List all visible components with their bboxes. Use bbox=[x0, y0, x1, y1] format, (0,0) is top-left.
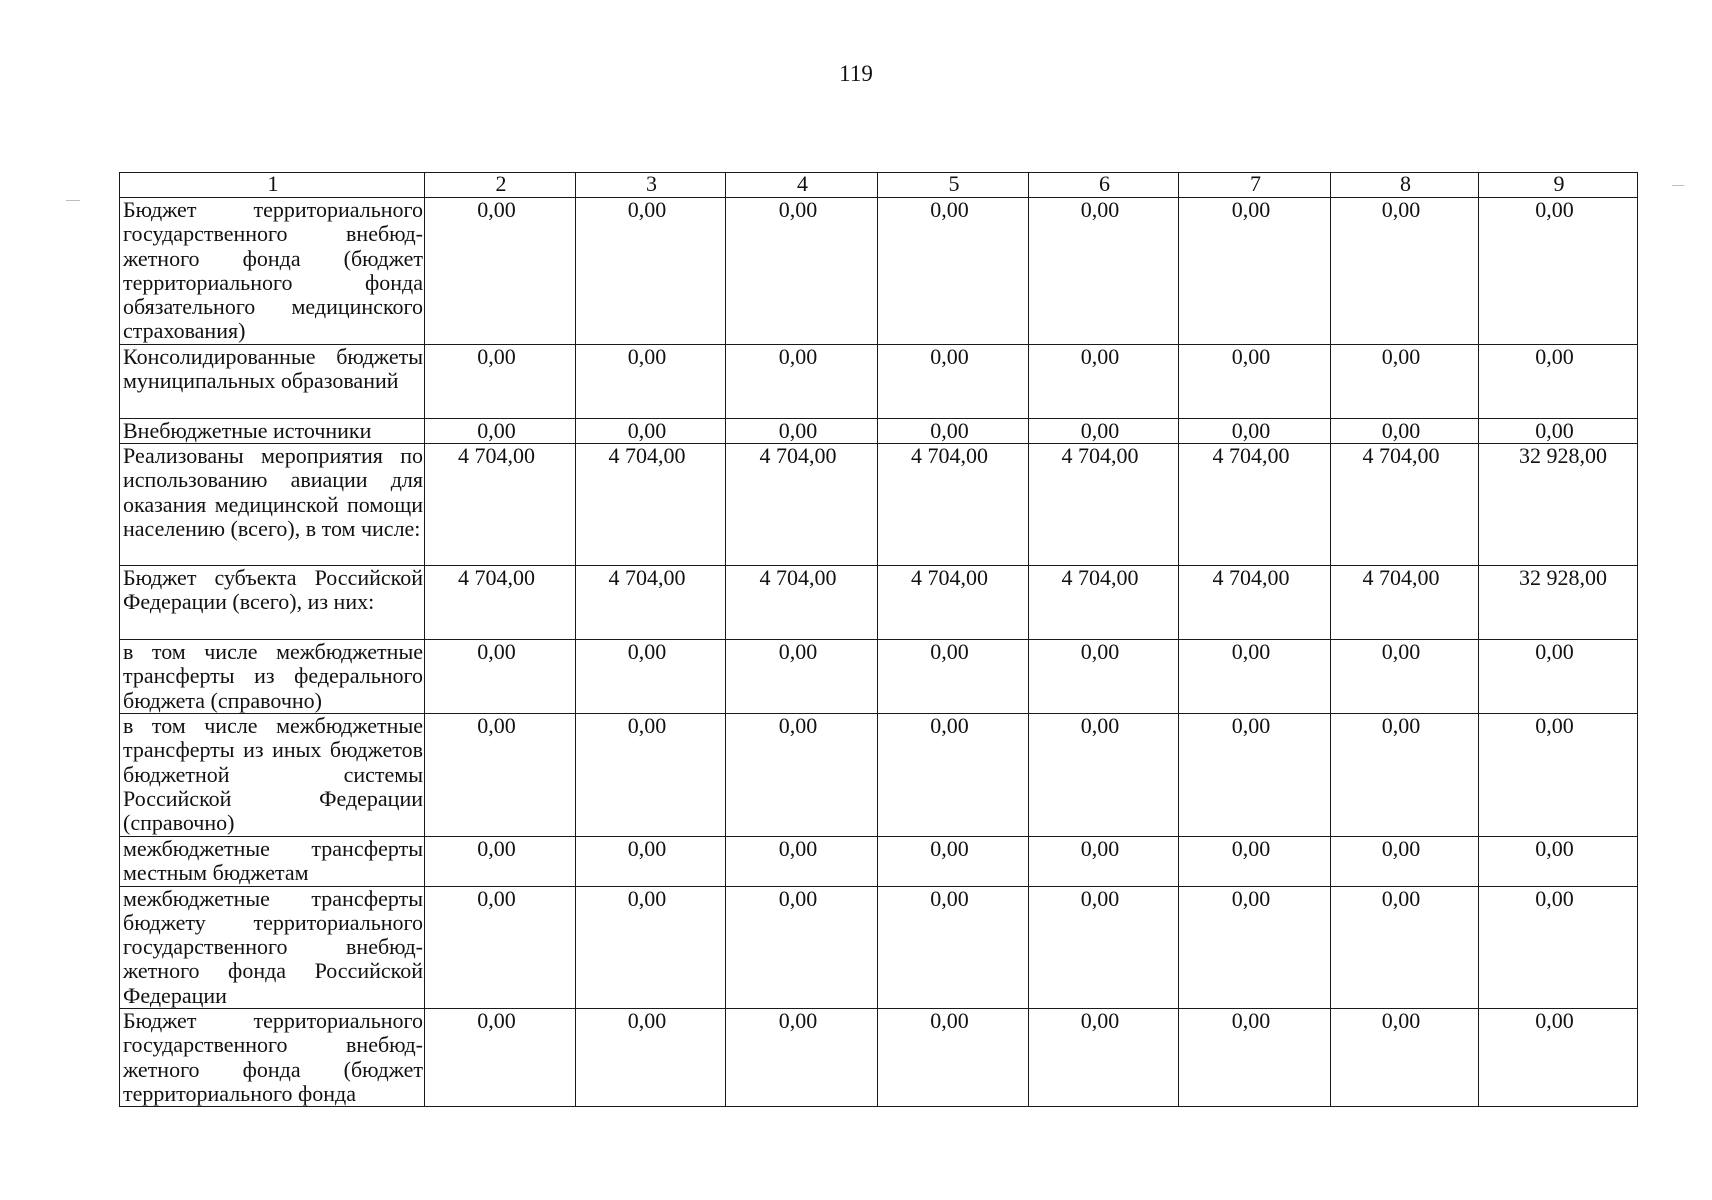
column-number: 6 bbox=[1029, 173, 1179, 198]
value-cell: 0,00 bbox=[878, 198, 1029, 345]
value-cell: 0,00 bbox=[576, 836, 726, 886]
value-cell: 4 704,00 bbox=[1179, 566, 1331, 640]
row-label: межбюджетные трансферты местным бюджетам bbox=[120, 836, 425, 886]
row-label: в том числе межбюджетные трансферты из федерального бюджета (справочно) bbox=[120, 640, 425, 714]
row-label: в том числе межбюджетные трансферты из иных бюджетов бюджетной системы Российской Федерации (справочно) bbox=[120, 714, 425, 836]
page-number: 119 bbox=[839, 61, 873, 86]
value-cell: 4 704,00 bbox=[878, 444, 1029, 566]
value-cell: 0,00 bbox=[1029, 418, 1179, 443]
value-cell: 0,00 bbox=[1029, 886, 1179, 1008]
value-cell: 0,00 bbox=[1029, 344, 1179, 418]
table-row bbox=[120, 344, 1638, 418]
value-cell: 0,00 bbox=[425, 886, 576, 1008]
value-cell: 0,00 bbox=[425, 714, 576, 836]
value-cell: 4 704,00 bbox=[425, 444, 576, 566]
value-cell: 0,00 bbox=[1179, 418, 1331, 443]
row-label: Бюджет территориального государственного внебюджетного фонда (бюджет территориального фонда bbox=[120, 1009, 425, 1107]
value-cell: 0,00 bbox=[425, 344, 576, 418]
value-cell: 4 704,00 bbox=[878, 566, 1029, 640]
value-cell: 0,00 bbox=[1179, 886, 1331, 1008]
value-cell: 0,00 bbox=[1029, 1009, 1179, 1107]
value-cell: 0,00 bbox=[878, 344, 1029, 418]
value-cell: 0,00 bbox=[1331, 836, 1479, 886]
value-cell: 0,00 bbox=[576, 344, 726, 418]
value-cell: 0,00 bbox=[726, 836, 878, 886]
table-row bbox=[120, 886, 1638, 1008]
column-number: 9 bbox=[1479, 173, 1638, 198]
value-cell: 4 704,00 bbox=[1331, 566, 1479, 640]
value-cell: 0,00 bbox=[1179, 198, 1331, 345]
value-cell: 0,00 bbox=[726, 714, 878, 836]
value-cell: 0,00 bbox=[878, 886, 1029, 1008]
row-label: Консолидированные бюджеты муниципальных образований bbox=[120, 344, 425, 418]
table-row bbox=[120, 1009, 1638, 1107]
value-cell: 0,00 bbox=[1179, 1009, 1331, 1107]
value-cell: 0,00 bbox=[576, 418, 726, 443]
value-cell: 0,00 bbox=[425, 198, 576, 345]
value-cell: 0,00 bbox=[576, 886, 726, 1008]
row-label: Внебюджетные источники bbox=[120, 418, 425, 443]
value-cell: 0,00 bbox=[726, 418, 878, 443]
value-cell: 0,00 bbox=[726, 886, 878, 1008]
value-cell: 0,00 bbox=[878, 714, 1029, 836]
column-number-row bbox=[120, 173, 1638, 198]
column-number: 5 bbox=[878, 173, 1029, 198]
value-cell: 32 928,00 bbox=[1479, 444, 1638, 566]
value-cell: 0,00 bbox=[425, 418, 576, 443]
value-cell: 0,00 bbox=[1331, 714, 1479, 836]
value-cell: 4 704,00 bbox=[425, 566, 576, 640]
table-row bbox=[120, 198, 1638, 345]
value-cell: 0,00 bbox=[425, 836, 576, 886]
value-cell: 0,00 bbox=[1479, 418, 1638, 443]
value-cell: 0,00 bbox=[425, 1009, 576, 1107]
row-label: Реализованы мероприятия по использованию авиации для оказания медицинской помощи населению (всего), в том числе: bbox=[120, 444, 425, 566]
table-row bbox=[120, 566, 1638, 640]
value-cell: 0,00 bbox=[576, 198, 726, 345]
row-label: межбюджетные трансферты бюджету территориального государственного внебюджетного фонда Российской Федерации bbox=[120, 886, 425, 1008]
value-cell: 4 704,00 bbox=[1029, 444, 1179, 566]
value-cell: 0,00 bbox=[1331, 418, 1479, 443]
scan-artifact-left bbox=[66, 200, 80, 201]
table-row bbox=[120, 444, 1638, 566]
value-cell: 4 704,00 bbox=[1331, 444, 1479, 566]
value-cell: 0,00 bbox=[726, 344, 878, 418]
value-cell: 0,00 bbox=[878, 418, 1029, 443]
table-row bbox=[120, 418, 1638, 443]
value-cell: 0,00 bbox=[1179, 836, 1331, 886]
value-cell: 4 704,00 bbox=[576, 444, 726, 566]
table-row bbox=[120, 836, 1638, 886]
value-cell: 32 928,00 bbox=[1479, 566, 1638, 640]
table-row bbox=[120, 640, 1638, 714]
value-cell: 0,00 bbox=[878, 836, 1029, 886]
value-cell: 0,00 bbox=[576, 640, 726, 714]
scan-artifact-right bbox=[1672, 185, 1684, 186]
value-cell: 4 704,00 bbox=[726, 566, 878, 640]
value-cell: 0,00 bbox=[1179, 344, 1331, 418]
value-cell: 0,00 bbox=[726, 640, 878, 714]
column-number: 1 bbox=[120, 173, 425, 198]
value-cell: 0,00 bbox=[1479, 836, 1638, 886]
column-number: 3 bbox=[576, 173, 726, 198]
value-cell: 4 704,00 bbox=[726, 444, 878, 566]
value-cell: 0,00 bbox=[1479, 886, 1638, 1008]
column-number: 8 bbox=[1331, 173, 1479, 198]
row-label: Бюджет субъекта Российской Федерации (всего), из них: bbox=[120, 566, 425, 640]
value-cell: 4 704,00 bbox=[576, 566, 726, 640]
value-cell: 0,00 bbox=[1479, 1009, 1638, 1107]
table-body bbox=[120, 173, 1638, 1107]
value-cell: 0,00 bbox=[878, 640, 1029, 714]
column-number: 4 bbox=[726, 173, 878, 198]
value-cell: 0,00 bbox=[1331, 640, 1479, 714]
value-cell: 0,00 bbox=[576, 714, 726, 836]
value-cell: 0,00 bbox=[1479, 344, 1638, 418]
row-label: Бюджет территориального государственного внебюджетного фонда (бюджет территориального фонда обязательного медицинского страхования) bbox=[120, 198, 425, 345]
value-cell: 0,00 bbox=[1331, 1009, 1479, 1107]
value-cell: 0,00 bbox=[1029, 640, 1179, 714]
value-cell: 0,00 bbox=[1179, 640, 1331, 714]
value-cell: 0,00 bbox=[878, 1009, 1029, 1107]
value-cell: 0,00 bbox=[1331, 344, 1479, 418]
value-cell: 0,00 bbox=[1029, 836, 1179, 886]
value-cell: 0,00 bbox=[1331, 886, 1479, 1008]
value-cell: 4 704,00 bbox=[1029, 566, 1179, 640]
value-cell: 0,00 bbox=[1179, 714, 1331, 836]
table-row bbox=[120, 714, 1638, 836]
budget-table bbox=[119, 172, 1638, 1107]
value-cell: 0,00 bbox=[726, 198, 878, 345]
value-cell: 0,00 bbox=[1029, 198, 1179, 345]
value-cell: 0,00 bbox=[1479, 714, 1638, 836]
value-cell: 0,00 bbox=[1479, 198, 1638, 345]
value-cell: 0,00 bbox=[1029, 714, 1179, 836]
value-cell: 0,00 bbox=[576, 1009, 726, 1107]
value-cell: 0,00 bbox=[425, 640, 576, 714]
column-number: 2 bbox=[425, 173, 576, 198]
column-number: 7 bbox=[1179, 173, 1331, 198]
value-cell: 0,00 bbox=[1331, 198, 1479, 345]
value-cell: 0,00 bbox=[726, 1009, 878, 1107]
value-cell: 4 704,00 bbox=[1179, 444, 1331, 566]
value-cell: 0,00 bbox=[1479, 640, 1638, 714]
